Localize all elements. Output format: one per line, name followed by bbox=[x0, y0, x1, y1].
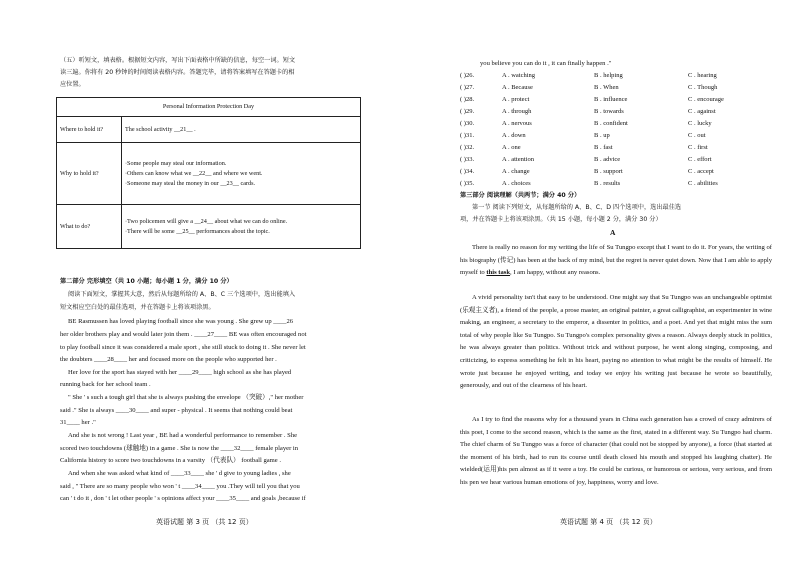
option-row: ( )32. A . one B . fast C . first bbox=[460, 144, 708, 151]
option-row: ( )31. A . down B . up C . out bbox=[460, 132, 706, 139]
option-b[interactable]: B . support bbox=[594, 168, 623, 175]
passage-line: And she is not wrong ! Last year , BE had a wonderful performance to remember . She bbox=[68, 432, 298, 439]
option-a[interactable]: A . attention bbox=[502, 156, 534, 163]
table-line: ·Two policemen will give a __24__ about what we can do online. bbox=[125, 217, 288, 225]
passage-line: running back for her school team . bbox=[60, 381, 151, 388]
option-c[interactable]: C . hearing bbox=[688, 72, 717, 79]
passage-line: said ." She is always ____30____ and super - physical . It seems that nothing could beat bbox=[60, 407, 293, 414]
option-b[interactable]: B . influence bbox=[594, 96, 628, 103]
part2-instructions: 阅读下面短文，掌握其大意，然后从每题所给的 A、B、C 三个选项中，选出能填入 bbox=[68, 291, 296, 298]
table-row-label: Where to hold it? bbox=[57, 117, 122, 143]
table-title: Personal Information Protection Day bbox=[57, 98, 361, 117]
passage-letter: A bbox=[610, 228, 616, 237]
option-a[interactable]: A . change bbox=[502, 168, 530, 175]
option-b[interactable]: B . helping bbox=[594, 72, 623, 79]
option-c[interactable]: C . effort bbox=[688, 156, 712, 163]
option-row: ( )30. A . nervous B . confident C . lucky bbox=[460, 120, 712, 127]
underlined-phrase: this task bbox=[486, 269, 511, 277]
option-row: ( )34. A . change B . support C . accept bbox=[460, 168, 714, 175]
passage-line: can ' t do it , don ' t let other people ' s opinions affect your ____35____ and goals ,because if bbox=[60, 495, 306, 502]
option-b[interactable]: B . results bbox=[594, 180, 621, 187]
passage-line: 31____ her ." bbox=[60, 419, 96, 426]
option-b[interactable]: B . When bbox=[594, 84, 619, 91]
option-b[interactable]: B . advice bbox=[594, 156, 621, 163]
passage-line: scored two touchdowns (球触地) in a game . She is now the ____32____ female player in bbox=[60, 445, 299, 452]
option-a[interactable]: A . down bbox=[502, 132, 526, 139]
option-c[interactable]: C . out bbox=[688, 132, 706, 139]
table-row-label: What to do? bbox=[57, 205, 122, 249]
option-b[interactable]: B . up bbox=[594, 132, 610, 139]
page-footer: 英语试题 第 3 页 （共 12 页） bbox=[156, 518, 253, 526]
option-a[interactable]: A . through bbox=[502, 108, 532, 115]
table-line: ·Others can know what we __22__ and where we went. bbox=[125, 169, 263, 177]
section5-heading: （五）听短文，填表格。根据短文内容，写出下面表格中所缺的信息，每空一词。短文 bbox=[60, 57, 296, 64]
option-row: ( )28. A . protect B . influence C . encourage bbox=[460, 96, 724, 103]
paragraph-3: As I try to find the reasons why for a thousand years in China each generation has a crowd of crazy admirers of this poet, I come to the second reason, which is the same as the first, stated in a different way. Su Tungpo had charm. The chief charm of Su Tungpo was a force of character (that could not be stopped by anyone), a force (that started at the moment of his birth, had to run its course until death closed his mouth and stopped his laughing chatter). He wielded(运用)his pen almost as if it were a toy. He could be curious, or humorous or serious, very serious, and from his pen we hear various human emotions of joy, happiness, worry and love. bbox=[460, 416, 772, 486]
option-row: ( )29. A . through B . towards C . against bbox=[460, 108, 716, 115]
option-c[interactable]: C . lucky bbox=[688, 120, 712, 127]
option-c[interactable]: C . against bbox=[688, 108, 716, 115]
option-a[interactable]: A . nervous bbox=[502, 120, 532, 127]
passage-line: " She ' s such a tough girl that she is always pushing the envelope （突破）," her mother bbox=[68, 394, 304, 401]
option-b[interactable]: B . confident bbox=[594, 120, 628, 127]
passage-end: you believe you can do it , it can finally happen ." bbox=[480, 60, 612, 67]
part2-instructions-line2: 短文相应空白处的最佳选项，并在答题卡上将该项涂黑。 bbox=[60, 304, 215, 311]
table-line: ·There will be some __25__ performances about the topic. bbox=[125, 227, 270, 235]
passage-line: BE Rasmussen has loved playing football since she was young . She grew up ____26 bbox=[68, 318, 294, 325]
paragraph-1 bbox=[460, 242, 772, 280]
paragraph-1-text: There is really no reason for my writing the life of Su Tungpo except that I want to do it. For years, the writing of his biography (传记) has been at the back of my mind, but the regret is never quiet down. Now that I am able to apply myself to bbox=[460, 244, 772, 277]
option-a[interactable]: A . Because bbox=[502, 84, 533, 91]
option-a[interactable]: A . watching bbox=[502, 72, 536, 79]
passage-line: California history to score two touchdowns in a varsity （代表队） football game . bbox=[60, 457, 282, 464]
paragraph-1-end: , I am happy, without any reasons. bbox=[510, 269, 601, 277]
option-c[interactable]: C . abilities bbox=[688, 180, 718, 187]
passage-line: Her love for the sport has stayed with her ____29____ high school as she has played bbox=[68, 369, 292, 376]
passage-line: said , " There are so many people who won ' t ____34____ you .They will tell you that you bbox=[60, 483, 300, 490]
option-c[interactable]: C . accept bbox=[688, 168, 714, 175]
option-a[interactable]: A . protect bbox=[502, 96, 530, 103]
part2-heading: 第二部分 完形填空（共 10 小题；每小题 1 分，满分 10 分） bbox=[60, 278, 233, 285]
table-line: ·Someone may steal the money in our __23__ cards. bbox=[125, 179, 256, 187]
table-row-content: The school activity __21__ . bbox=[122, 117, 361, 143]
section5-heading-line3: 应位置。 bbox=[60, 81, 85, 88]
table-line: ·Some people may steal our information. bbox=[125, 159, 227, 167]
part3-subheading-line2: 项，并在答题卡上将该项涂黑。（共 15 小题，每小题 2 分，满分 30 分） bbox=[460, 216, 662, 223]
part3-heading: 第三部分 阅读理解（共两节；满分 40 分） bbox=[460, 192, 581, 199]
section5-heading-line2: 读三遍。你将有 20 秒钟的时间阅读表格内容。答题完毕，请将答案填写在答题卡的相 bbox=[60, 69, 295, 76]
passage-line: to play football since it was considered a male sport , she still stuck to doing it . She never let bbox=[60, 344, 306, 351]
table-row-label: Why to hold it? bbox=[57, 143, 122, 205]
option-row: ( )27. A . Because B . When C . Though bbox=[460, 84, 718, 91]
option-row: ( )35. A . choices B . results C . abilities bbox=[460, 180, 718, 187]
page-footer: 英语试题 第 4 页 （共 12 页） bbox=[560, 518, 657, 526]
part3-subheading: 第一节 阅读下列短文，从每题所给的 A、B、C、D 四个选项中，选出最佳选 bbox=[472, 204, 682, 211]
option-c[interactable]: C . Though bbox=[688, 84, 718, 91]
option-c[interactable]: C . encourage bbox=[688, 96, 724, 103]
info-table bbox=[56, 97, 361, 249]
option-a[interactable]: A . one bbox=[502, 144, 521, 151]
option-row: ( )33. A . attention B . advice C . effort bbox=[460, 156, 712, 163]
option-a[interactable]: A . choices bbox=[502, 180, 531, 187]
paragraph-2: A vivid personality isn't that easy to be understood. One might say that Su Tungpo was an unchangeable optimist (乐观主义者), a friend of the people, a prose master, an original painter, a great calligraphist, an experimenter in wine making, an engineer, a secretary to the emperor, a dissenter in politics, and a poet. And yet that might miss the sum total of why people like Su Tungpo. Su Tungpo's complex personality gives a reason. Always deeply stuck in politics, he was always greater than politics. Without trick and without purpose, he went along singing, composing, and criticizing, to express something he felt in his heart, paying no attention to what might be the results of himself. He wrote just because he enjoyed writing, and today we enjoy his writing just because he wrote so beautifully, generously, and out of the clearness of his heart. bbox=[460, 294, 773, 390]
option-b[interactable]: B . fast bbox=[594, 144, 613, 151]
passage-line: the doubters ____28____ her and focused more on the people who supported her . bbox=[60, 356, 277, 363]
passage-line: And when she was asked what kind of ____33____ she ' d give to young ladies , she bbox=[68, 470, 291, 477]
option-row: ( )26. A . watching B . helping C . hearing bbox=[460, 72, 717, 79]
option-c[interactable]: C . first bbox=[688, 144, 708, 151]
passage-line: her older brothers play and would later join them . ____27____ BE was often encouraged not bbox=[60, 331, 307, 338]
option-b[interactable]: B . towards bbox=[594, 108, 624, 115]
